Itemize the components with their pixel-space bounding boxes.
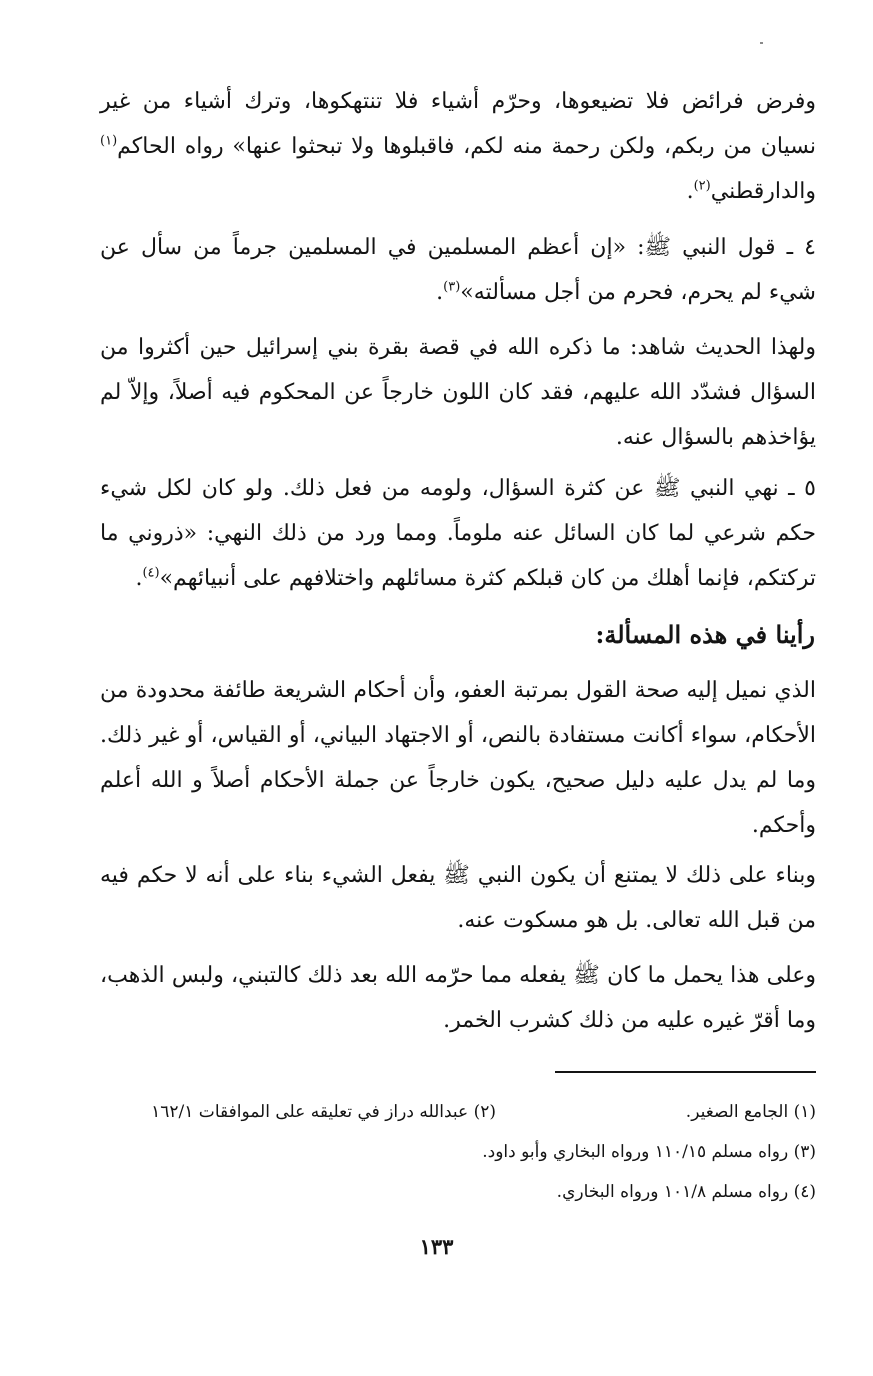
paragraph-3-text: ولهذا الحديث شاهد: ما ذكره الله في قصة بقرة بني إسرائيل حين أكثروا من السؤال فشدّد الله عليهم، فقد كان اللون خارجاً عن المحكوم فيه أصلاً، وإلاّ لم يؤاخذهم بالسؤال عنه. xyxy=(100,335,816,450)
paragraph-2-text: ٤ ـ قول النبي ﷺ: «إن أعظم المسلمين في المسلمين جرماً من سأل عن شيء لم يحرم، فحرم من أجل مسألته» xyxy=(100,235,816,305)
paragraph-4-text: ٥ ـ نهي النبي ﷺ عن كثرة السؤال، ولومه من فعل ذلك. ولو كان لكل شيء حكم شرعي لما كان السائل عنه ملوماً. ومما ورد من ذلك النهي: «ذروني ما تركتكم، فإنما أهلك من كان قبلكم كثرة مسائلهم واختلافهم على أنبيائهم» xyxy=(100,476,816,591)
footnote-4: (٤) رواه مسلم ١٠١/٨ ورواه البخاري. xyxy=(556,1182,816,1202)
footnote-row-2 xyxy=(100,1132,816,1172)
page-number: ١٣٣ xyxy=(419,1234,454,1259)
paragraph-2 xyxy=(100,225,816,315)
paragraph-1-end: . xyxy=(686,179,694,204)
paragraph-6-text: وبناء على ذلك لا يمتنع أن يكون النبي ﷺ يفعل الشيء بناء على أنه لا حكم فيه من قبل الله تعالى. بل هو مسكوت عنه. xyxy=(100,863,816,933)
section-heading: رأينا في هذه المسألة: xyxy=(595,620,815,649)
paragraph-3 xyxy=(100,325,816,460)
paragraph-6 xyxy=(100,853,816,943)
paragraph-1-middle: والدارقطني xyxy=(710,179,816,204)
paragraph-4 xyxy=(100,466,816,601)
footnote-ref-3: (٣) xyxy=(443,279,461,295)
footnote-ref-1: (١) xyxy=(100,133,118,149)
paragraph-5 xyxy=(100,668,816,848)
footnote-ref-2: (٢) xyxy=(693,178,711,194)
paragraph-5-text: الذي نميل إليه صحة القول بمرتبة العفو، وأن أحكام الشريعة طائفة محدودة من الأحكام، سواء أكانت مستفادة بالنص، أو الاجتهاد البياني، أو القياس، أو غير ذلك. وما لم يدل عليه دليل صحيح، يكون خارجاً عن جملة الأحكام أصلاً و الله أعلم وأحكم. xyxy=(100,678,816,838)
footnote-2: (٢) عبدالله دراز في تعليقه على الموافقات ١٦٢/١ xyxy=(151,1102,496,1122)
footnote-separator xyxy=(555,1071,816,1073)
paragraph-4-end: . xyxy=(135,566,143,591)
footnote-row-3 xyxy=(100,1172,816,1212)
paragraph-7 xyxy=(100,953,816,1043)
footnote-row-1 xyxy=(100,1092,816,1132)
footnote-1: (١) الجامع الصغير. xyxy=(685,1102,816,1122)
paragraph-2-end: . xyxy=(436,280,444,305)
paragraph-1-text: وفرض فرائض فلا تضيعوها، وحرّم أشياء فلا تنتهكوها، وترك أشياء من غير نسيان من ربكم، ولكن رحمة منه لكم، فاقبلوها ولا تبحثوا عنها» رواه الحاكم xyxy=(100,89,816,159)
paragraph-1 xyxy=(100,79,816,214)
footnotes xyxy=(100,1092,816,1212)
footnote-3: (٣) رواه مسلم ١١٠/١٥ ورواه البخاري وأبو داود. xyxy=(482,1142,816,1162)
footnote-ref-4: (٤) xyxy=(142,565,160,581)
paragraph-7-text: وعلى هذا يحمل ما كان ﷺ يفعله مما حرّمه الله بعد ذلك كالتبني، ولبس الذهب، وما أقرّ غيره عليه من ذلك كشرب الخمر. xyxy=(100,963,816,1033)
scan-speck xyxy=(760,42,763,44)
